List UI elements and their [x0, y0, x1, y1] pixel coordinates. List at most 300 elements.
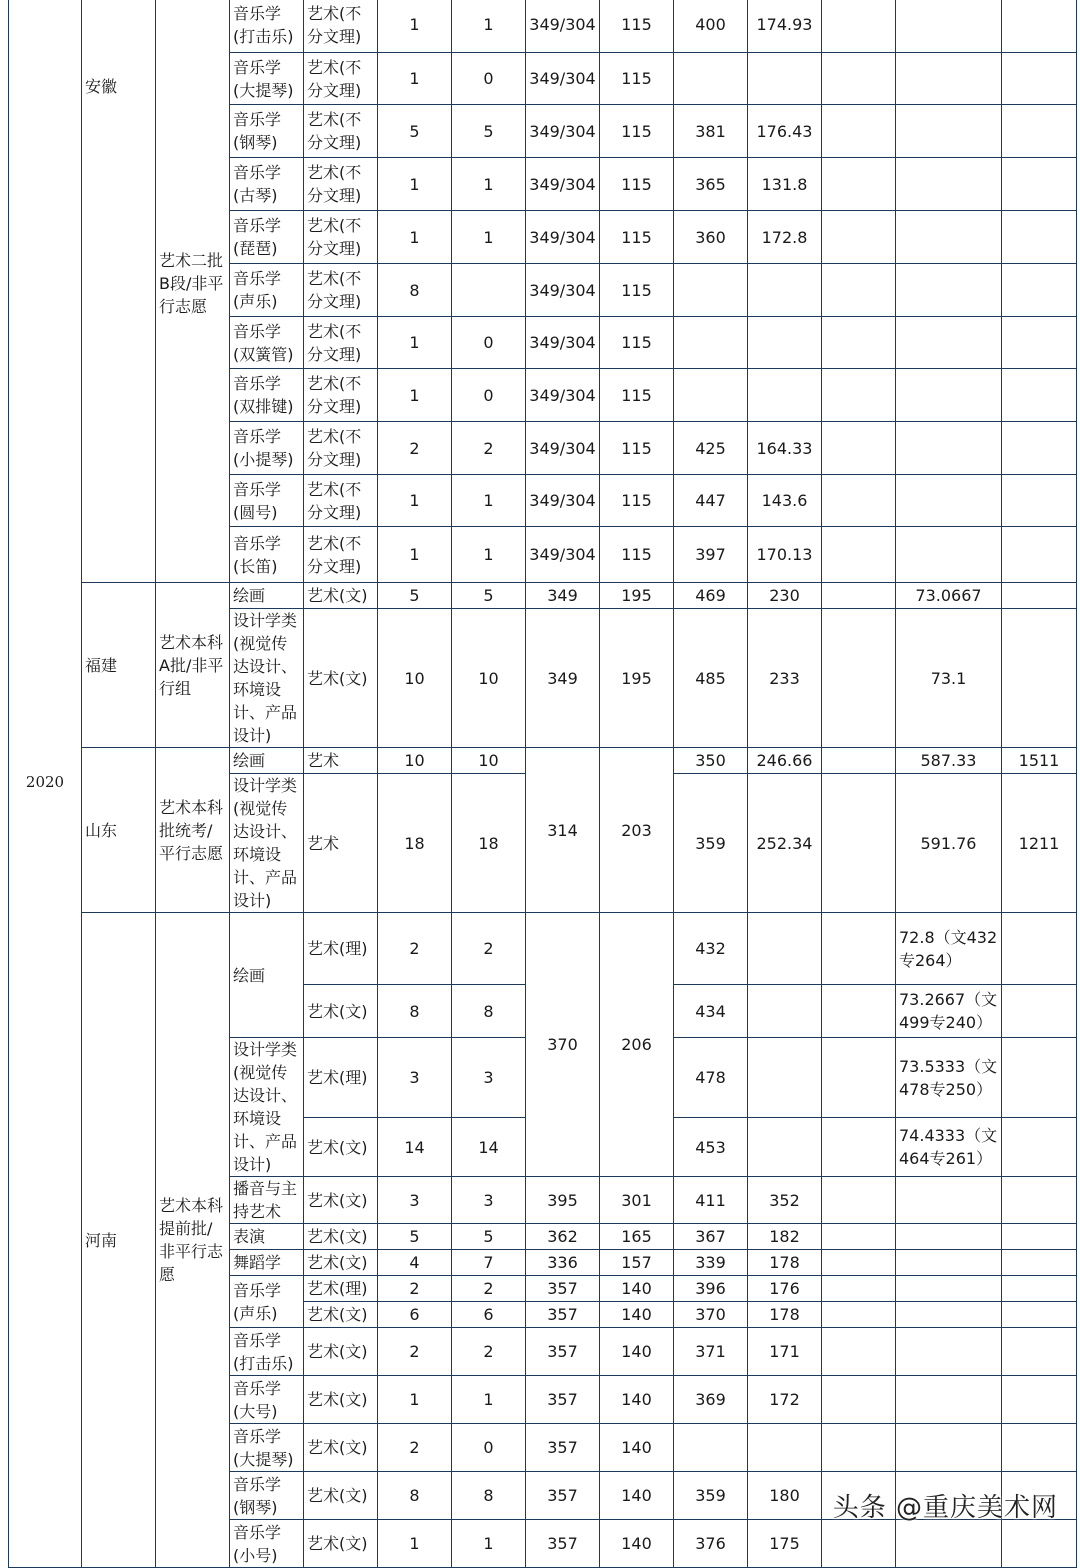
plan-count-cell: 8 — [378, 1472, 452, 1520]
major-cell: 播音与主持艺术 — [230, 1177, 304, 1224]
enrolled-count-cell: 1 — [452, 475, 526, 527]
prof-line-cell: 140 — [600, 1472, 674, 1520]
category-cell: 艺术(不分文理) — [304, 422, 378, 475]
table-cell — [822, 105, 896, 158]
plan-count-cell: 1 — [378, 317, 452, 369]
batch-cell: 艺术二批B段/非平行志愿 — [156, 0, 230, 583]
min-score-cell — [748, 53, 822, 105]
table-cell — [1002, 913, 1077, 985]
table-cell — [822, 913, 896, 985]
major-cell: 设计学类(视觉传达设计、环境设计、产品设计) — [230, 1038, 304, 1177]
admission-score-table — [8, 0, 1077, 1568]
prof-line-cell: 115 — [600, 0, 674, 53]
table-cell — [822, 1250, 896, 1276]
enrolled-count-cell: 0 — [452, 317, 526, 369]
table-cell — [1002, 1038, 1077, 1118]
max-score-cell: 359 — [674, 1472, 748, 1520]
min-score-cell: 171 — [748, 1328, 822, 1376]
major-cell: 绘画 — [230, 583, 304, 609]
max-score-cell — [674, 53, 748, 105]
major-cell: 音乐学(打击乐) — [230, 0, 304, 53]
prof-line-cell: 115 — [600, 264, 674, 317]
control-line-cell: 349/304 — [526, 211, 600, 264]
table-cell — [896, 422, 1002, 475]
category-cell: 艺术(文) — [304, 1224, 378, 1250]
table-cell — [1002, 105, 1077, 158]
composite-score-cell: 591.76 — [896, 774, 1002, 913]
prof-line-cell: 301 — [600, 1177, 674, 1224]
max-score-cell: 360 — [674, 211, 748, 264]
enrolled-count-cell: 5 — [452, 1224, 526, 1250]
table-cell — [1002, 1250, 1077, 1276]
enrolled-count-cell: 8 — [452, 1472, 526, 1520]
table-row — [9, 0, 1077, 53]
plan-count-cell: 3 — [378, 1038, 452, 1118]
table-cell — [896, 1250, 1002, 1276]
table-cell — [1002, 1424, 1077, 1472]
composite-score-cell: 73.5333（文478专250） — [896, 1038, 1002, 1118]
table-cell — [896, 1302, 1002, 1328]
prof-line-cell: 115 — [600, 211, 674, 264]
category-cell: 艺术(不分文理) — [304, 0, 378, 53]
enrolled-count-cell: 2 — [452, 1328, 526, 1376]
table-cell — [748, 913, 822, 985]
plan-count-cell: 3 — [378, 1177, 452, 1224]
table-cell — [1002, 1328, 1077, 1376]
major-cell: 音乐学(声乐) — [230, 1276, 304, 1328]
rank-cell: 1511 — [1002, 748, 1077, 774]
table-cell — [822, 264, 896, 317]
table-cell — [822, 422, 896, 475]
major-cell: 音乐学(小号) — [230, 1520, 304, 1568]
enrolled-count-cell: 1 — [452, 0, 526, 53]
table-cell — [822, 748, 896, 774]
control-line-cell: 349 — [526, 609, 600, 748]
category-cell: 艺术 — [304, 748, 378, 774]
max-score-cell: 396 — [674, 1276, 748, 1302]
enrolled-count-cell: 2 — [452, 422, 526, 475]
max-score-cell: 381 — [674, 105, 748, 158]
table-cell — [822, 1424, 896, 1472]
table-cell — [748, 1038, 822, 1118]
control-line-cell: 349/304 — [526, 0, 600, 53]
table-cell — [1002, 1118, 1077, 1177]
batch-cell: 艺术本科批统考/平行志愿 — [156, 748, 230, 913]
control-line-cell: 349/304 — [526, 422, 600, 475]
category-cell: 艺术(不分文理) — [304, 369, 378, 422]
table-cell — [896, 0, 1002, 53]
table-cell — [1002, 475, 1077, 527]
control-line-cell: 349/304 — [526, 158, 600, 211]
plan-count-cell: 5 — [378, 1224, 452, 1250]
table-cell — [822, 211, 896, 264]
category-cell: 艺术(文) — [304, 1302, 378, 1328]
prof-line-cell: 203 — [600, 748, 674, 913]
max-score-cell: 453 — [674, 1118, 748, 1177]
min-score-cell — [748, 264, 822, 317]
min-score-cell — [748, 1424, 822, 1472]
plan-count-cell: 2 — [378, 1424, 452, 1472]
max-score-cell: 376 — [674, 1520, 748, 1568]
major-cell: 绘画 — [230, 748, 304, 774]
table-cell — [896, 317, 1002, 369]
max-score-cell: 359 — [674, 774, 748, 913]
composite-score-cell: 72.8（文432专264） — [896, 913, 1002, 985]
prof-line-cell: 206 — [600, 913, 674, 1177]
category-cell: 艺术(不分文理) — [304, 105, 378, 158]
table-cell — [1002, 53, 1077, 105]
category-cell: 艺术(文) — [304, 1376, 378, 1424]
prof-line-cell: 140 — [600, 1328, 674, 1376]
table-cell — [822, 527, 896, 583]
table-cell — [1002, 527, 1077, 583]
max-score-cell: 434 — [674, 985, 748, 1038]
control-line-cell: 357 — [526, 1328, 600, 1376]
major-cell: 音乐学(古琴) — [230, 158, 304, 211]
control-line-cell: 349/304 — [526, 53, 600, 105]
table-cell — [1002, 583, 1077, 609]
min-score-cell: 176.43 — [748, 105, 822, 158]
enrolled-count-cell: 0 — [452, 1424, 526, 1472]
table-cell — [896, 211, 1002, 264]
table-cell — [822, 1276, 896, 1302]
table-cell — [822, 1118, 896, 1177]
plan-count-cell: 2 — [378, 422, 452, 475]
plan-count-cell: 1 — [378, 1376, 452, 1424]
max-score-cell: 425 — [674, 422, 748, 475]
plan-count-cell: 1 — [378, 527, 452, 583]
control-line-cell: 349 — [526, 583, 600, 609]
table-cell — [1002, 1520, 1077, 1568]
control-line-cell: 349/304 — [526, 317, 600, 369]
max-score-cell — [674, 1424, 748, 1472]
control-line-cell: 357 — [526, 1472, 600, 1520]
control-line-cell: 357 — [526, 1520, 600, 1568]
major-cell: 音乐学(钢琴) — [230, 105, 304, 158]
table-cell — [896, 1520, 1002, 1568]
plan-count-cell: 18 — [378, 774, 452, 913]
min-score-cell: 172 — [748, 1376, 822, 1424]
max-score-cell — [674, 264, 748, 317]
table-cell — [822, 774, 896, 913]
category-cell: 艺术(文) — [304, 583, 378, 609]
enrolled-count-cell: 0 — [452, 369, 526, 422]
category-cell: 艺术(文) — [304, 1250, 378, 1276]
table-row — [9, 583, 1077, 609]
category-cell: 艺术(理) — [304, 1038, 378, 1118]
plan-count-cell: 2 — [378, 913, 452, 985]
province-cell: 山东 — [82, 748, 156, 913]
province-cell: 河南 — [82, 913, 156, 1568]
major-cell: 音乐学(双簧管) — [230, 317, 304, 369]
plan-count-cell: 2 — [378, 1328, 452, 1376]
enrolled-count-cell: 3 — [452, 1038, 526, 1118]
major-cell: 音乐学(小提琴) — [230, 422, 304, 475]
province-cell: 福建 — [82, 583, 156, 748]
control-line-cell: 357 — [526, 1376, 600, 1424]
category-cell: 艺术(理) — [304, 1276, 378, 1302]
table-cell — [748, 985, 822, 1038]
min-score-cell: 178 — [748, 1302, 822, 1328]
plan-count-cell: 1 — [378, 0, 452, 53]
prof-line-cell: 115 — [600, 422, 674, 475]
plan-count-cell: 8 — [378, 985, 452, 1038]
table-cell — [1002, 317, 1077, 369]
max-score-cell: 370 — [674, 1302, 748, 1328]
category-cell: 艺术(不分文理) — [304, 527, 378, 583]
min-score-cell: 172.8 — [748, 211, 822, 264]
table-cell — [822, 1177, 896, 1224]
min-score-cell: 230 — [748, 583, 822, 609]
min-score-cell: 178 — [748, 1250, 822, 1276]
control-line-cell: 349/304 — [526, 475, 600, 527]
table-cell — [896, 53, 1002, 105]
major-cell: 绘画 — [230, 913, 304, 1038]
plan-count-cell: 1 — [378, 1520, 452, 1568]
table-cell — [1002, 1276, 1077, 1302]
major-cell: 音乐学(圆号) — [230, 475, 304, 527]
prof-line-cell: 115 — [600, 53, 674, 105]
max-score-cell: 469 — [674, 583, 748, 609]
table-cell — [1002, 1224, 1077, 1250]
category-cell: 艺术(文) — [304, 1472, 378, 1520]
prof-line-cell: 115 — [600, 158, 674, 211]
max-score-cell — [674, 369, 748, 422]
enrolled-count-cell: 3 — [452, 1177, 526, 1224]
max-score-cell: 371 — [674, 1328, 748, 1376]
province-cell: 安徽 — [82, 0, 156, 583]
plan-count-cell: 1 — [378, 211, 452, 264]
table-cell — [896, 264, 1002, 317]
table-cell — [1002, 1302, 1077, 1328]
min-score-cell: 176 — [748, 1276, 822, 1302]
control-line-cell: 370 — [526, 913, 600, 1177]
enrolled-count-cell: 10 — [452, 748, 526, 774]
plan-count-cell: 8 — [378, 264, 452, 317]
major-cell: 音乐学(打击乐) — [230, 1328, 304, 1376]
min-score-cell: 143.6 — [748, 475, 822, 527]
prof-line-cell: 195 — [600, 609, 674, 748]
control-line-cell: 357 — [526, 1424, 600, 1472]
table-cell — [896, 1328, 1002, 1376]
min-score-cell: 233 — [748, 609, 822, 748]
enrolled-count-cell: 0 — [452, 53, 526, 105]
category-cell: 艺术(文) — [304, 985, 378, 1038]
table-cell — [896, 1177, 1002, 1224]
table-cell — [1002, 422, 1077, 475]
table-cell — [896, 527, 1002, 583]
rank-cell: 1211 — [1002, 774, 1077, 913]
max-score-cell: 400 — [674, 0, 748, 53]
plan-count-cell: 4 — [378, 1250, 452, 1276]
table-cell — [822, 0, 896, 53]
table-cell — [896, 1224, 1002, 1250]
plan-count-cell: 10 — [378, 748, 452, 774]
enrolled-count-cell: 14 — [452, 1118, 526, 1177]
prof-line-cell: 140 — [600, 1424, 674, 1472]
max-score-cell: 339 — [674, 1250, 748, 1276]
major-cell: 音乐学(大提琴) — [230, 1424, 304, 1472]
enrolled-count-cell: 6 — [452, 1302, 526, 1328]
control-line-cell: 395 — [526, 1177, 600, 1224]
control-line-cell: 357 — [526, 1302, 600, 1328]
min-score-cell: 246.66 — [748, 748, 822, 774]
table-cell — [822, 1038, 896, 1118]
prof-line-cell: 140 — [600, 1520, 674, 1568]
max-score-cell: 367 — [674, 1224, 748, 1250]
table-cell — [822, 1224, 896, 1250]
plan-count-cell: 5 — [378, 583, 452, 609]
max-score-cell: 350 — [674, 748, 748, 774]
plan-count-cell: 6 — [378, 1302, 452, 1328]
table-cell — [1002, 985, 1077, 1038]
table-cell — [896, 369, 1002, 422]
table-cell — [896, 475, 1002, 527]
prof-line-cell: 115 — [600, 105, 674, 158]
plan-count-cell: 1 — [378, 369, 452, 422]
prof-line-cell: 140 — [600, 1302, 674, 1328]
plan-count-cell: 1 — [378, 158, 452, 211]
control-line-cell: 314 — [526, 748, 600, 913]
major-cell: 舞蹈学 — [230, 1250, 304, 1276]
enrolled-count-cell: 1 — [452, 527, 526, 583]
table-cell — [896, 1276, 1002, 1302]
category-cell: 艺术(不分文理) — [304, 264, 378, 317]
prof-line-cell: 140 — [600, 1276, 674, 1302]
table-cell — [1002, 0, 1077, 53]
table-row — [9, 913, 1077, 985]
enrolled-count-cell: 1 — [452, 211, 526, 264]
table-cell — [822, 369, 896, 422]
major-cell: 音乐学(双排键) — [230, 369, 304, 422]
plan-count-cell: 5 — [378, 105, 452, 158]
control-line-cell: 349/304 — [526, 105, 600, 158]
control-line-cell: 362 — [526, 1224, 600, 1250]
table-cell — [822, 1328, 896, 1376]
table-cell — [822, 1302, 896, 1328]
min-score-cell — [748, 317, 822, 369]
category-cell: 艺术(文) — [304, 1424, 378, 1472]
enrolled-count-cell: 8 — [452, 985, 526, 1038]
category-cell: 艺术 — [304, 774, 378, 913]
max-score-cell: 485 — [674, 609, 748, 748]
table-cell — [822, 475, 896, 527]
control-line-cell: 357 — [526, 1276, 600, 1302]
category-cell: 艺术(文) — [304, 1328, 378, 1376]
enrolled-count-cell: 1 — [452, 158, 526, 211]
major-cell: 音乐学(大号) — [230, 1376, 304, 1424]
control-line-cell: 349/304 — [526, 264, 600, 317]
category-cell: 艺术(不分文理) — [304, 53, 378, 105]
plan-count-cell: 2 — [378, 1276, 452, 1302]
table-cell — [896, 105, 1002, 158]
table-cell — [1002, 1177, 1077, 1224]
prof-line-cell: 157 — [600, 1250, 674, 1276]
min-score-cell: 180 — [748, 1472, 822, 1520]
min-score-cell: 164.33 — [748, 422, 822, 475]
watermark: 头条 @重庆美术网 — [832, 1493, 1058, 1523]
table-cell — [896, 1376, 1002, 1424]
category-cell: 艺术(不分文理) — [304, 158, 378, 211]
enrolled-count-cell: 1 — [452, 1520, 526, 1568]
max-score-cell: 397 — [674, 527, 748, 583]
category-cell: 艺术(不分文理) — [304, 211, 378, 264]
enrolled-count-cell: 2 — [452, 913, 526, 985]
min-score-cell: 174.93 — [748, 0, 822, 53]
enrolled-count-cell: 1 — [452, 1376, 526, 1424]
max-score-cell: 369 — [674, 1376, 748, 1424]
prof-line-cell: 195 — [600, 583, 674, 609]
prof-line-cell: 115 — [600, 475, 674, 527]
category-cell: 艺术(文) — [304, 1118, 378, 1177]
prof-line-cell: 115 — [600, 317, 674, 369]
prof-line-cell: 165 — [600, 1224, 674, 1250]
plan-count-cell: 1 — [378, 53, 452, 105]
composite-score-cell: 73.2667（文499专240） — [896, 985, 1002, 1038]
enrolled-count-cell: 5 — [452, 105, 526, 158]
composite-score-cell: 587.33 — [896, 748, 1002, 774]
max-score-cell: 365 — [674, 158, 748, 211]
enrolled-count-cell — [452, 264, 526, 317]
enrolled-count-cell: 7 — [452, 1250, 526, 1276]
category-cell: 艺术(文) — [304, 609, 378, 748]
table-cell — [822, 1376, 896, 1424]
control-line-cell: 349/304 — [526, 527, 600, 583]
table-cell — [1002, 1376, 1077, 1424]
max-score-cell: 447 — [674, 475, 748, 527]
table-cell — [822, 609, 896, 748]
table-cell — [1002, 211, 1077, 264]
prof-line-cell: 140 — [600, 1376, 674, 1424]
control-line-cell: 336 — [526, 1250, 600, 1276]
composite-score-cell: 73.1 — [896, 609, 1002, 748]
major-cell: 设计学类(视觉传达设计、环境设计、产品设计) — [230, 609, 304, 748]
batch-cell: 艺术本科提前批/非平行志愿 — [156, 913, 230, 1568]
category-cell: 艺术(不分文理) — [304, 317, 378, 369]
table-cell — [1002, 264, 1077, 317]
prof-line-cell: 115 — [600, 527, 674, 583]
prof-line-cell: 115 — [600, 369, 674, 422]
table-cell — [1002, 158, 1077, 211]
category-cell: 艺术(不分文理) — [304, 475, 378, 527]
composite-score-cell: 73.0667 — [896, 583, 1002, 609]
max-score-cell: 432 — [674, 913, 748, 985]
year-cell: 2020 — [9, 0, 82, 1568]
table-cell — [896, 1424, 1002, 1472]
min-score-cell: 182 — [748, 1224, 822, 1250]
max-score-cell: 411 — [674, 1177, 748, 1224]
major-cell: 音乐学(琵琶) — [230, 211, 304, 264]
major-cell: 音乐学(长笛) — [230, 527, 304, 583]
plan-count-cell: 10 — [378, 609, 452, 748]
category-cell: 艺术(文) — [304, 1177, 378, 1224]
min-score-cell — [748, 369, 822, 422]
table-row — [9, 748, 1077, 774]
table-cell — [1002, 609, 1077, 748]
min-score-cell: 252.34 — [748, 774, 822, 913]
batch-cell: 艺术本科A批/非平行组 — [156, 583, 230, 748]
composite-score-cell: 74.4333（文464专261） — [896, 1118, 1002, 1177]
table-cell — [896, 158, 1002, 211]
enrolled-count-cell: 10 — [452, 609, 526, 748]
min-score-cell: 175 — [748, 1520, 822, 1568]
major-cell: 音乐学(钢琴) — [230, 1472, 304, 1520]
plan-count-cell: 14 — [378, 1118, 452, 1177]
category-cell: 艺术(文) — [304, 1520, 378, 1568]
enrolled-count-cell: 18 — [452, 774, 526, 913]
min-score-cell: 352 — [748, 1177, 822, 1224]
min-score-cell: 131.8 — [748, 158, 822, 211]
